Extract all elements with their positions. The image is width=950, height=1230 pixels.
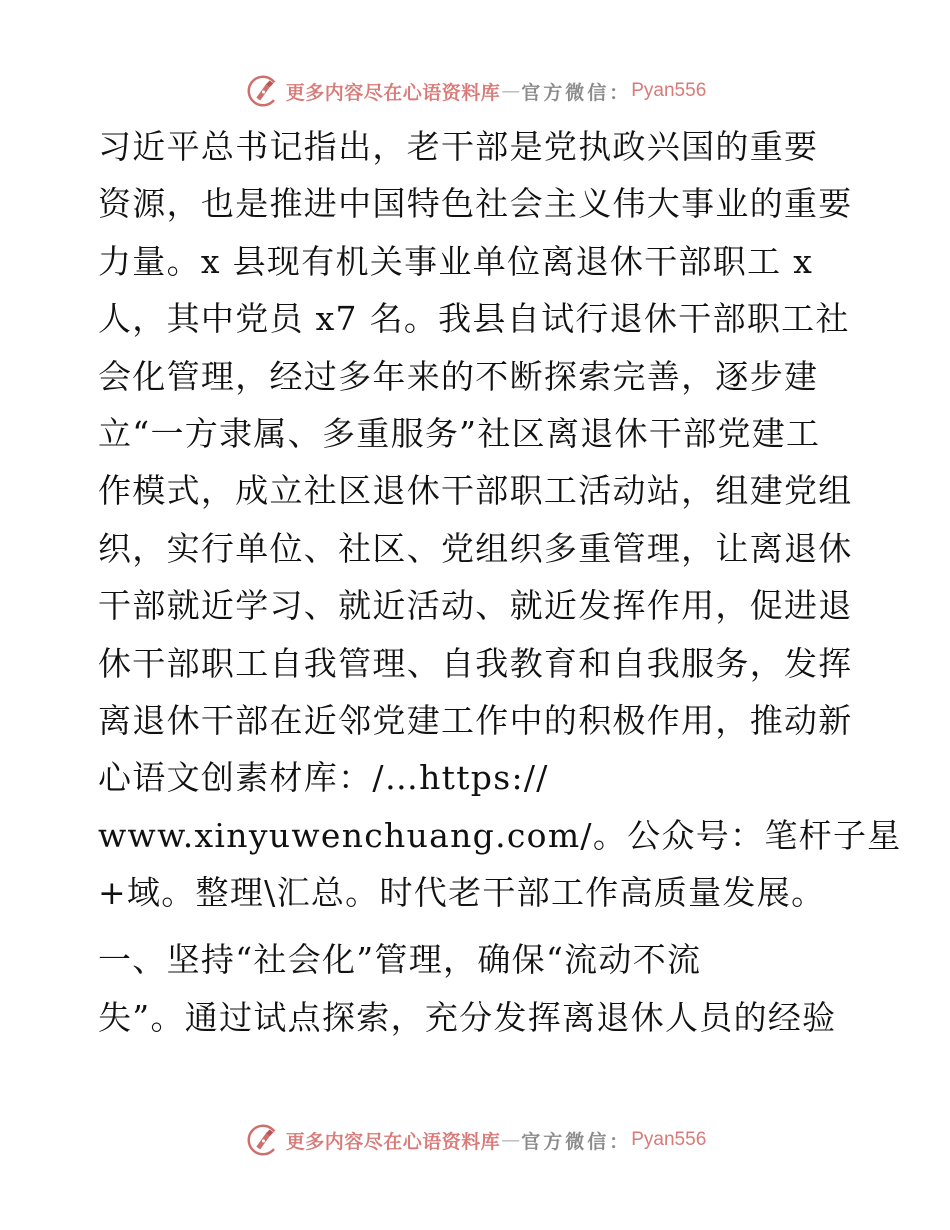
text-line: 作模式，成立社区退休干部职工活动站，组建党组 [98,471,853,511]
document-body [98,118,902,1046]
text-line: 休干部职工自我管理、自我教育和自我服务，发挥 [98,643,853,683]
banner-label: 官方微信： [521,81,632,104]
text-line: 会化管理，经过多年来的不断探索完善，逐步建 [98,356,819,396]
banner-text: 更多内容尽在心语资料库 [285,1130,501,1153]
paragraph-gap [98,921,858,931]
text-line: 资源，也是推进中国特色社会主义伟大事业的重要 [98,184,853,224]
footer-banner [0,1120,950,1160]
text-line: www.xinyuwenchuang.com/。公众号：笔杆子星 [98,815,902,855]
text-line: 心语文创素材库：/…https:// [98,758,549,798]
banner-label: 官方微信： [521,1130,632,1153]
text-line: 失”。通过试点探索，充分发挥离退休人员的经验 [98,997,837,1037]
text-line: 干部就近学习、就近活动、就近发挥作用，促进退 [98,586,853,626]
banner-separator: — [501,80,521,102]
banner-text: 更多内容尽在心语资料库 [285,81,501,104]
banner-wechat-id: Pyan556 [631,80,707,101]
text-line: 力量。x 县现有机关事业单位离退休干部职工 x [98,241,814,281]
section-heading-line: 一、坚持“社会化”管理，确保“流动不流 [98,940,702,980]
paragraph-section-one [98,931,858,1046]
pen-nib-logo-icon [244,72,282,110]
text-line: 离退休干部在近邻党建工作中的积极作用，推动新 [98,700,853,740]
banner-separator: — [501,1129,521,1151]
text-line: 织，实行单位、社区、党组织多重管理，让离退休 [98,528,853,568]
header-banner [0,71,950,111]
text-line: +域。整理\汇总。时代老干部工作高质量发展。 [98,873,826,913]
text-line: 立“一方隶属、多重服务”社区离退休干部党建工 [98,413,821,453]
pen-nib-logo-icon [244,1121,282,1159]
text-line: 习近平总书记指出，老干部是党执政兴国的重要 [98,127,819,166]
paragraph-intro [98,118,902,921]
banner-wechat-id: Pyan556 [631,1129,707,1150]
text-line: 人，其中党员 x7 名。我县自试行退休干部职工社 [98,299,850,339]
